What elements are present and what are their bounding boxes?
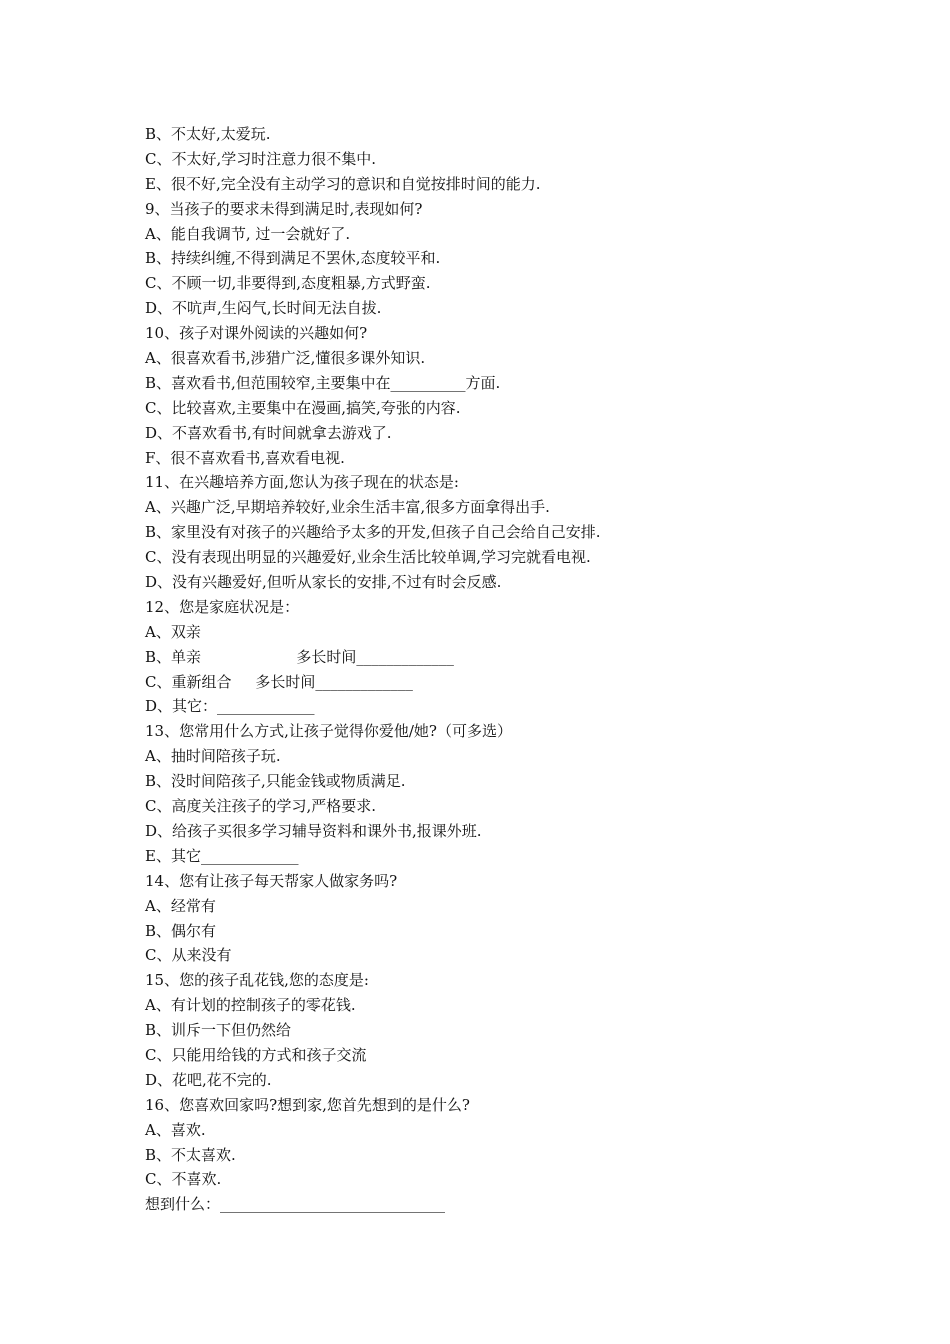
text-line: 14、您有让孩子每天帮家人做家务吗? (145, 871, 398, 890)
text-line: B、家里没有对孩子的兴趣给予太多的开发,但孩子自己会给自己安排. (145, 523, 601, 542)
text-line: E、其它_____________ (145, 846, 299, 865)
text-line: C、高度关注孩子的学习,严格要求. (145, 797, 377, 816)
text-line: B、不太喜欢. (145, 1145, 236, 1164)
text-line: B、不太好,太爱玩. (145, 125, 271, 143)
text-line: 想到什么：______________________________ (145, 1195, 446, 1214)
text-line: B、单亲 多长时间_____________ (145, 647, 454, 666)
text-line: 16、您喜欢回家吗?想到家,您首先想到的是什么? (145, 1095, 470, 1114)
text-line: C、没有表现出明显的兴趣爱好,业余生活比较单调,学习完就看电视. (145, 548, 591, 567)
text-line: 9、当孩子的要求未得到满足时,表现如何? (145, 199, 423, 218)
text-line: D、花吧,花不完的. (145, 1070, 272, 1089)
text-line: C、只能用给钱的方式和孩子交流 (145, 1045, 367, 1064)
text-line: 11、在兴趣培养方面,您认为孩子现在的状态是: (145, 473, 459, 492)
text-line: A、抽时间陪孩子玩. (145, 747, 281, 766)
text-line: D、不喜欢看书,有时间就拿去游戏了. (145, 423, 392, 442)
text-line: B、喜欢看书,但范围较窄,主要集中在__________方面. (145, 373, 501, 392)
text-line: A、双亲 (145, 622, 201, 641)
text-line: A、有计划的控制孩子的零花钱. (145, 996, 356, 1015)
text-line: D、没有兴趣爱好,但听从家长的安排,不过有时会反感. (145, 573, 502, 592)
text-line: E、很不好,完全没有主动学习的意识和自觉按排时间的能力. (145, 174, 541, 193)
text-line: B、偶尔有 (145, 921, 217, 940)
text-line: 10、孩子对课外阅读的兴趣如何? (145, 324, 368, 343)
text-line: A、喜欢. (145, 1120, 206, 1139)
text-line: 15、您的孩子乱花钱,您的态度是: (145, 971, 369, 990)
text-line: 12、您是家庭状况是： (145, 597, 300, 616)
text-line: A、兴趣广泛,早期培养较好,业余生活丰富,很多方面拿得出手. (145, 498, 550, 517)
text-line: A、能自我调节, 过一会就好了. (145, 224, 351, 243)
text-line: D、不吭声,生闷气,长时间无法自拔. (145, 299, 382, 318)
text-line: C、不喜欢. (145, 1170, 222, 1189)
text-line: D、其它：_____________ (145, 697, 315, 716)
text-line: 13、您常用什么方式,让孩子觉得你爱他/她?（可多选） (145, 722, 512, 741)
text-line: C、从来没有 (145, 946, 232, 965)
text-line: A、经常有 (145, 896, 216, 915)
text-line: D、给孩子买很多学习辅导资料和课外书,报课外班. (145, 821, 482, 840)
text-line: C、重新组合 多长时间_____________ (145, 672, 413, 691)
text-line: C、比较喜欢,主要集中在漫画,搞笑,夸张的内容. (145, 398, 461, 417)
text-line: C、不顾一切,非要得到,态度粗暴,方式野蛮. (145, 274, 431, 293)
text-line: C、不太好,学习时注意力很不集中. (145, 149, 377, 168)
text-line: B、训斥一下但仍然给 (145, 1021, 292, 1040)
questionnaire-page (145, 122, 865, 1217)
text-line: A、很喜欢看书,涉猎广泛,懂很多课外知识. (145, 349, 426, 368)
text-line: B、持续纠缠,不得到满足不罢休,态度较平和. (145, 249, 441, 268)
text-line: B、没时间陪孩子,只能金钱或物质满足. (145, 772, 406, 791)
text-line: F、很不喜欢看书,喜欢看电视. (145, 448, 345, 467)
